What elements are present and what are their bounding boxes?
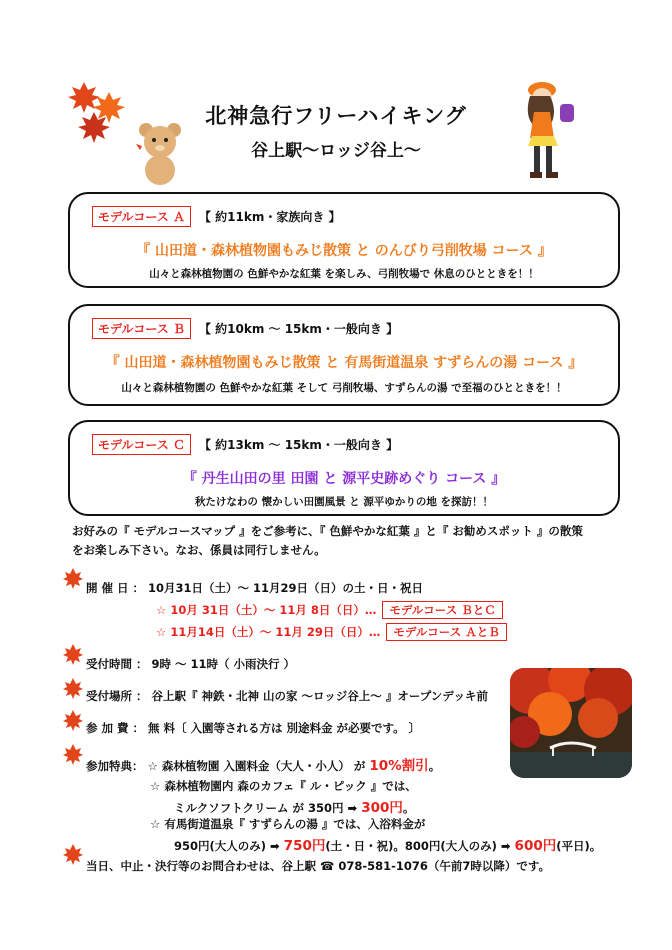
perk-2-line-1: ☆ 森林植物園内 森のカフェ『 ル・ピック 』では、 <box>150 779 417 793</box>
maple-leaf-icon <box>62 742 84 766</box>
maple-leaf-icon <box>62 842 84 866</box>
hiker-girl <box>504 78 584 182</box>
dates-label: 開 催 日 ： <box>86 581 145 595</box>
perk-3-price-before: 950円(大人のみ) ➡ <box>174 839 280 853</box>
dates-value: 10月31日（土）〜 11月29日（日）の土・日・祝日 <box>148 581 424 595</box>
perk-3-end: (平日)。 <box>556 839 602 853</box>
course-distance: 【 約10km 〜 15km・一般向き 】 <box>198 322 399 336</box>
course-header <box>92 318 398 339</box>
maple-leaf-icon <box>62 642 84 666</box>
contact-text: 当日、中止・決行等のお問合わせは、谷上駅 ☎ 078-581-1076（午前7時以降）です。 <box>86 859 550 873</box>
date-sub-1: ☆ 10月 31日（土）〜 11月 8日（日）… <box>156 603 377 617</box>
fee-row <box>86 720 420 736</box>
course-tag: モデルコース Ｂ <box>92 318 191 339</box>
course-name: 『 丹生山田の里 田園 と 源平史跡めぐり コース 』 <box>182 471 506 487</box>
place-row <box>86 688 488 704</box>
course-header <box>92 206 341 227</box>
place-label: 受付場所 ： <box>86 689 148 703</box>
date-sub-1-course: モデルコース ＢとＣ <box>382 601 502 619</box>
place-value: 谷上駅『 神鉄・北神 山の家 〜ロッジ谷上〜 』オープンデッキ前 <box>151 689 489 703</box>
perk-3-mid: (土・日・祝)。800円(大人のみ) ➡ <box>325 839 511 853</box>
course-description: 山々と森林植物園の 色鮮やかな紅葉 そして 弓削牧場、すずらんの湯 で至福のひとときを！！ <box>121 382 567 394</box>
page-title: 北神急行フリーハイキング <box>205 104 467 128</box>
time-label: 受付時間 ： <box>86 657 148 671</box>
date-sub-2-course: モデルコース ＡとＢ <box>386 623 506 641</box>
maple-leaf-icon <box>62 676 84 700</box>
course-tag: モデルコース Ａ <box>92 206 191 227</box>
maple-leaf-icon <box>62 566 84 590</box>
fee-value: 無 料〔 入園等される方は 別途料金 が必要です。 〕 <box>148 721 421 735</box>
maple-leaf-icon <box>62 708 84 732</box>
course-distance: 【 約11km・家族向き 】 <box>198 210 341 224</box>
course-distance: 【 約13km 〜 15km・一般向き 】 <box>198 438 399 452</box>
perk-2-line-2 <box>174 796 414 816</box>
perk-1-text: ☆ 森林植物園 入園料金（大人・小人） が <box>147 759 366 773</box>
perk-2-end: 。 <box>402 801 415 815</box>
time-row <box>86 656 295 672</box>
intro-text <box>72 522 612 560</box>
course-box-b <box>68 304 620 406</box>
perk-1-end: 。 <box>428 759 441 773</box>
date-sub-row-1 <box>156 602 503 618</box>
course-box-a <box>68 192 620 288</box>
course-header <box>92 434 398 455</box>
course-description: 秋たけなわの 懐かしい田園風景 と 源平ゆかりの地 を探訪！！ <box>194 496 494 508</box>
perk-3-line-2 <box>174 834 601 854</box>
date-sub-2: ☆ 11月14日（土）〜 11月 29日（日）… <box>156 625 381 639</box>
date-sub-row-2 <box>156 624 507 640</box>
perk-row-1 <box>86 754 440 774</box>
dates-row <box>86 580 423 596</box>
perk-2-price-after: 300円 <box>361 800 403 816</box>
course-name: 『 山田道・森林植物園もみじ散策 と 有馬街道温泉 すずらんの湯 コース 』 <box>105 355 583 371</box>
course-name: 『 山田道・森林植物園もみじ散策 と のんびり弓削牧場 コース 』 <box>136 243 552 259</box>
perk-3-weekday-price: 600円 <box>514 838 557 854</box>
autumn-garden-photo <box>510 668 632 778</box>
page-subtitle: 谷上駅〜ロッジ谷上〜 <box>251 141 421 161</box>
course-box-c <box>68 420 620 516</box>
fee-label: 参 加 費 ： <box>86 721 145 735</box>
perk-3-weekend-price: 750円 <box>283 838 326 854</box>
perk-2-price-before: ミルクソフトクリーム が 350円 ➡ <box>174 801 358 815</box>
perk-3-line-1: ☆ 有馬街道温泉『 すずらんの湯 』では、入浴料金が <box>150 817 426 831</box>
intro-line-1: お好みの『 モデルコースマップ 』をご参考に、『 色鮮やかな紅葉 』と『 お勧めスポット 』の散策 <box>72 524 583 538</box>
course-tag: モデルコース Ｃ <box>92 434 191 455</box>
time-value: 9時 〜 11時（ 小雨決行 ） <box>151 657 296 671</box>
course-description: 山々と森林植物園の 色鮮やかな紅葉 を楽しみ、弓削牧場で 休息のひとときを！！ <box>149 268 539 280</box>
perk-label: 参加特典： <box>86 759 144 773</box>
intro-line-2: をお楽しみ下さい。なお、係員は同行しません。 <box>72 543 326 557</box>
perk-1-discount: 10%割引 <box>369 758 429 774</box>
